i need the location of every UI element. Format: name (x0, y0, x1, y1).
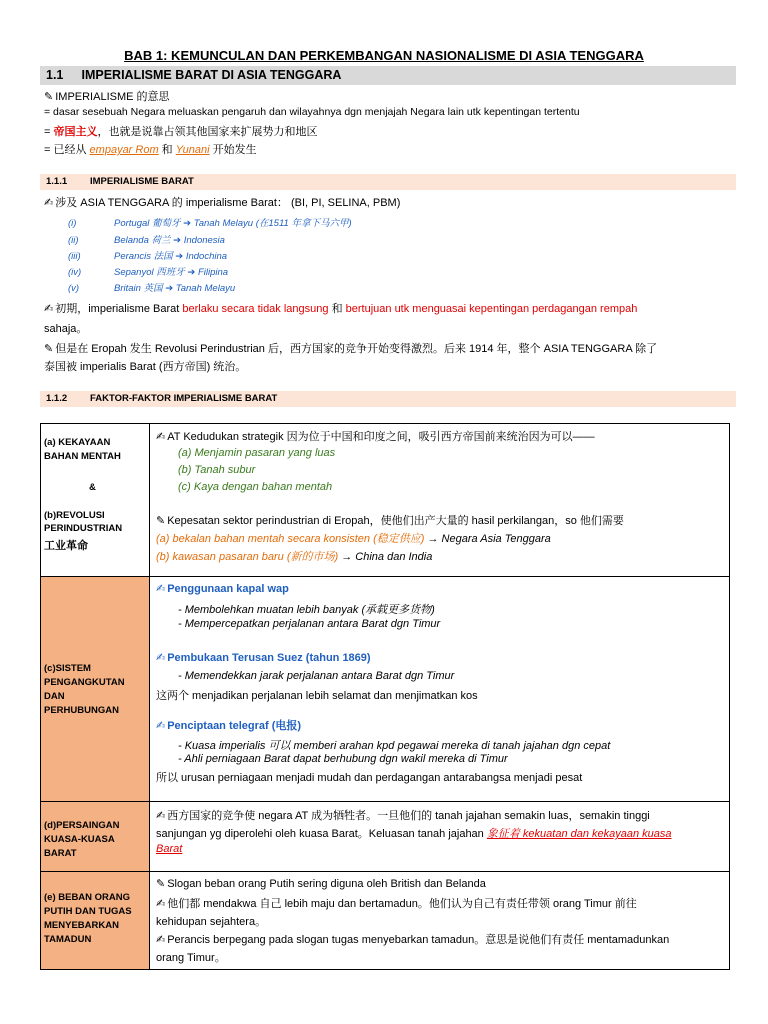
table-row (41, 424, 730, 577)
factors-table (40, 423, 730, 970)
chapter-title: BAB 1: KEMUNCULAN DAN PERKEMBANGAN NASIONALISME DI ASIA TENGGARA (124, 48, 644, 63)
table-row (41, 802, 730, 872)
intro-line-2: = dasar sesebuah Negara meluaskan pengaruh dan wilayahnya dgn menjajah Negara lain utk kepentingan tertentu (44, 106, 580, 118)
subsection-header-1-1-1: 1.1.1 IMPERIALISME BARAT (40, 174, 736, 190)
writing-hand-icon: ✍ (156, 898, 166, 910)
pencil-icon: ✎ (156, 878, 166, 890)
s111-intro: ✍ 涉及 ASIA TENGGARA 的 imperialisme Barat： (BI, PI, SELINA, PBM) (44, 197, 401, 209)
section-number: 1.1 (46, 68, 64, 82)
writing-hand-icon: ✍ (156, 652, 166, 664)
intro-line-3: = 帝国主义，也就是说靠占领其他国家来扩展势力和地区 (44, 126, 318, 138)
factor-content: ✍ 西方国家的竞争使 negara AT 成为牺牲者。一旦他们的 tanah jajahan semakin luas，semakin tinggi sanjungan yg diperolehi oleh kuasa Barat。Keluasan tanah jajahan 象征着 kekuatan dan kekayaan kuasa Barat (150, 802, 730, 872)
list-item: (iv) Sepanyol 西班牙 ➔ Filipina (68, 267, 229, 278)
writing-hand-icon: ✍ (156, 583, 166, 595)
writing-hand-icon: ✍ (44, 303, 54, 315)
factor-content: ✎ Slogan beban orang Putih sering diguna oleh British dan Belanda ✍ 他们都 mendakwa 自己 lebih maju dan bertamadun。他们认为自己有责任带领 orang Timur 前往 kehidupan sejahtera。 ✍ Perancis berpegang pada slogan tugas menyebarkan tamadun。意思是说他们有责任 mentamadunkan orang Timur。 (150, 872, 730, 970)
table-row (41, 577, 730, 802)
subsection-header-1-1-2: 1.1.2 FAKTOR-FAKTOR IMPERIALISME BARAT (40, 391, 736, 407)
list-item: (iii) Perancis 法国 ➔ Indochina (68, 251, 228, 262)
s111-para-2-cont: 泰国被 imperialis Barat (西方帝国) 统治。 (44, 361, 247, 373)
list-item: (v) Britain 英国 ➔ Tanah Melayu (68, 283, 236, 294)
section-header-1-1 (40, 66, 736, 85)
factor-label: (a) KEKAYAAN BAHAN MENTAH & (b)REVOLUSI PERINDUSTRIAN 工业革命 (41, 424, 150, 577)
writing-hand-icon: ✍ (156, 934, 166, 946)
factor-content: ✍ Penggunaan kapal wap - Membolehkan muatan lebih banyak (承载更多货物) - Mempercepatkan perjalanan antara Barat dgn Timur ✍ Pembukaan Terusan Suez (tahun 1869) - Memendekkan jarak perjalanan antara Barat dgn Timur 这两个 menjadikan perjalanan lebih selamat dan menjimatkan kos ✍ Penciptaan telegraf (电报) - Kuasa imperialis 可以 memberi arahan kpd pegawai mereka di tanah jajahan dgn cepat - Ahli perniagaan Barat dapat berhubung dgn wakil mereka di Timur 所以 urusan perniagaan menjadi mudah dan perdagangan antarabangsa menjadi pesat (150, 577, 730, 802)
writing-hand-icon: ✍ (156, 810, 166, 822)
writing-hand-icon: ✍ (156, 431, 166, 443)
intro-line-4: = 已经从 empayar Rom 和 Yunani 开始发生 (44, 144, 257, 156)
factor-content: ✍ AT Kedudukan strategik 因为位于中国和印度之间，吸引西方帝国前来统治因为可以—— (a) Menjamin pasaran yang luas (b) Tanah subur (c) Kaya dengan bahan mentah ✎ Kepesatan sektor perindustrian di Eropah，使他们出产大量的 hasil perkilangan，so 他们需要 (a) bekalan bahan mentah secara konsisten (稳定供应) → Negara Asia Tenggara (b) kawasan pasaran baru (新的市场) → China dan India (150, 424, 730, 577)
factor-label: (c)SISTEM PENGANGKUTAN DAN PERHUBUNGAN (41, 577, 150, 802)
s111-para-1-cont: sahaja。 (44, 323, 88, 335)
factor-label: (d)PERSAINGAN KUASA-KUASA BARAT (41, 802, 150, 872)
s111-para-2: ✎ 但是在 Eropah 发生 Revolusi Perindustrian 后，西方国家的竞争开始变得激烈。后来 1914 年，整个 ASIA TENGGARA 除了 (44, 343, 658, 355)
pencil-icon: ✎ (44, 343, 54, 355)
table-row (41, 872, 730, 970)
factor-label: (e) BEBAN ORANG PUTIH DAN TUGAS MENYEBARKAN TAMADUN (41, 872, 150, 970)
s111-para-1: ✍ 初期，imperialisme Barat berlaku secara tidak langsung 和 bertujuan utk menguasai kepentingan perdagangan rempah (44, 303, 638, 315)
pencil-icon: ✎ (156, 515, 166, 527)
pencil-icon: ✎ (44, 91, 54, 103)
intro-line-1: ✎ IMPERIALISME 的意思 (44, 91, 170, 103)
section-title: IMPERIALISME BARAT DI ASIA TENGGARA (81, 68, 342, 82)
list-item: (ii) Belanda 荷兰 ➔ Indonesia (68, 235, 225, 246)
writing-hand-icon: ✍ (156, 720, 166, 732)
list-item: (i) Portugal 葡萄牙 ➔ Tanah Melayu (在1511 年拿下马六甲) (68, 218, 352, 229)
writing-hand-icon: ✍ (44, 197, 54, 209)
